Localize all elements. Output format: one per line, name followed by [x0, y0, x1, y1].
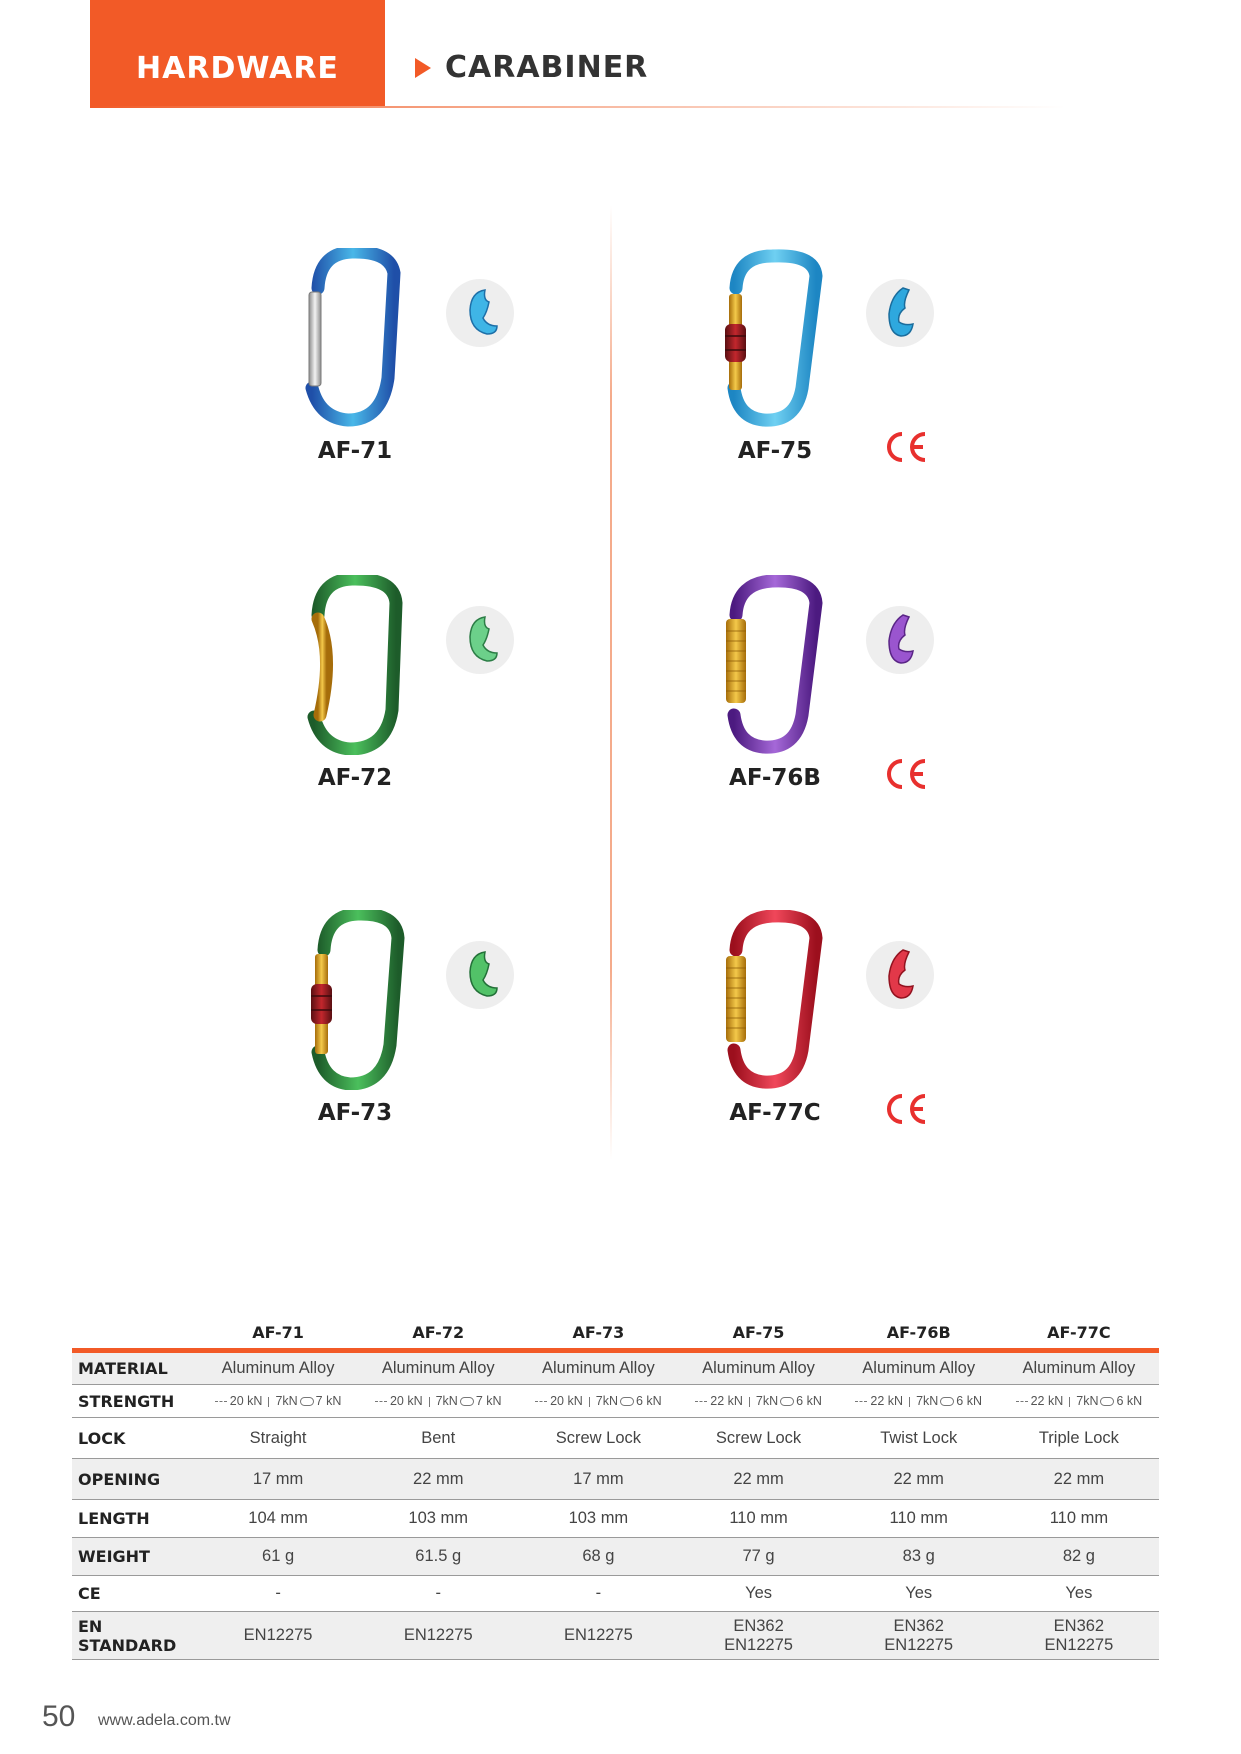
- minor-axis-icon: [1069, 1397, 1070, 1407]
- table-cell: Straight: [198, 1418, 358, 1459]
- table-row-ce: [72, 1576, 1159, 1612]
- table-cell: Aluminum Alloy: [999, 1351, 1159, 1385]
- ce-mark-icon: [885, 430, 929, 464]
- carabiner-blue-screw-lock-icon: [710, 248, 840, 428]
- carabiner-green-bent-gate-icon: [290, 575, 420, 755]
- strength-cell: 20 kN 7kN 6 kN: [518, 1385, 678, 1418]
- row-label: EN STANDARD: [72, 1612, 198, 1660]
- ce-label: CE: [885, 430, 887, 431]
- gate-profile-icon: [445, 940, 515, 1010]
- ce-label: CE: [885, 757, 887, 758]
- row-label: LENGTH: [72, 1500, 198, 1538]
- gate-open-icon: [460, 1397, 474, 1406]
- product-af-76b: [710, 575, 1030, 835]
- table-cell: 110 mm: [999, 1500, 1159, 1538]
- row-label: MATERIAL: [72, 1351, 198, 1385]
- major-axis-icon: [535, 1401, 547, 1402]
- minor-axis-icon: [909, 1397, 910, 1407]
- column-header: AF-73: [518, 1316, 678, 1351]
- category-label: HARDWARE: [136, 51, 339, 86]
- column-header: AF-76B: [839, 1316, 999, 1351]
- table-cell: Yes: [999, 1576, 1159, 1612]
- gate-open-icon: [940, 1397, 954, 1406]
- table-row-strength: [72, 1385, 1159, 1418]
- row-label: STRENGTH: [72, 1385, 198, 1418]
- carabiner-red-triple-lock-icon: [710, 910, 840, 1090]
- major-axis-icon: [695, 1401, 707, 1402]
- product-af-73: [290, 910, 610, 1170]
- table-cell: 61 g: [198, 1538, 358, 1576]
- gate-open-icon: [300, 1397, 314, 1406]
- table-cell: Screw Lock: [518, 1418, 678, 1459]
- minor-axis-icon: [749, 1397, 750, 1407]
- table-cell: -: [358, 1576, 518, 1612]
- ce-mark-icon: [885, 1092, 929, 1126]
- table-corner: [72, 1316, 198, 1351]
- gate-profile-icon: [445, 278, 515, 348]
- table-cell: EN12275: [198, 1612, 358, 1660]
- table-cell: Twist Lock: [839, 1418, 999, 1459]
- gate-open-icon: [620, 1397, 634, 1406]
- table-row-en-standard: [72, 1612, 1159, 1660]
- table-header-row: [72, 1316, 1159, 1351]
- table-cell: Aluminum Alloy: [839, 1351, 999, 1385]
- gate-profile-icon: [865, 605, 935, 675]
- table-cell: 22 mm: [839, 1459, 999, 1500]
- column-header: AF-72: [358, 1316, 518, 1351]
- table-cell: EN362 EN12275: [999, 1612, 1159, 1660]
- table-row-material: [72, 1351, 1159, 1385]
- carabiner-blue-straight-gate-icon: [290, 248, 420, 428]
- product-model: AF-75: [737, 438, 813, 464]
- table-cell: 68 g: [518, 1538, 678, 1576]
- gate-profile-icon: [865, 278, 935, 348]
- table-cell: Aluminum Alloy: [358, 1351, 518, 1385]
- major-axis-icon: [215, 1401, 227, 1402]
- table-row-opening: [72, 1459, 1159, 1500]
- product-af-75: [710, 248, 1030, 508]
- table-cell: 83 g: [839, 1538, 999, 1576]
- gate-open-icon: [1100, 1397, 1114, 1406]
- table-cell: 77 g: [678, 1538, 838, 1576]
- table-cell: Aluminum Alloy: [198, 1351, 358, 1385]
- row-label: CE: [72, 1576, 198, 1612]
- table-cell: Screw Lock: [678, 1418, 838, 1459]
- row-label: WEIGHT: [72, 1538, 198, 1576]
- table-cell: 17 mm: [518, 1459, 678, 1500]
- table-cell: 110 mm: [839, 1500, 999, 1538]
- section-title: CARABINER: [445, 50, 649, 85]
- row-label: LOCK: [72, 1418, 198, 1459]
- ce-mark-icon: [885, 757, 929, 791]
- gate-profile-icon: [445, 605, 515, 675]
- gate-open-icon: [780, 1397, 794, 1406]
- column-header: AF-75: [678, 1316, 838, 1351]
- table-cell: 22 mm: [678, 1459, 838, 1500]
- product-model: AF-71: [317, 438, 393, 464]
- product-model: AF-73: [317, 1100, 393, 1126]
- header-rule: [90, 106, 1065, 108]
- column-header: AF-71: [198, 1316, 358, 1351]
- table-cell: 22 mm: [358, 1459, 518, 1500]
- spec-table: [72, 1316, 1159, 1660]
- product-model: AF-72: [317, 765, 393, 791]
- footer-url[interactable]: www.adela.com.tw: [98, 1712, 231, 1729]
- table-cell: Bent: [358, 1418, 518, 1459]
- table-row-lock: [72, 1418, 1159, 1459]
- table-cell: -: [198, 1576, 358, 1612]
- product-model: AF-77C: [729, 1100, 821, 1126]
- table-cell: 104 mm: [198, 1500, 358, 1538]
- table-cell: Aluminum Alloy: [518, 1351, 678, 1385]
- category-tab: [90, 0, 385, 107]
- major-axis-icon: [375, 1401, 387, 1402]
- table-row-weight: [72, 1538, 1159, 1576]
- minor-axis-icon: [429, 1397, 430, 1407]
- table-cell: Aluminum Alloy: [678, 1351, 838, 1385]
- column-header: AF-77C: [999, 1316, 1159, 1351]
- table-cell: EN12275: [358, 1612, 518, 1660]
- major-axis-icon: [1016, 1401, 1028, 1402]
- table-cell: EN362 EN12275: [839, 1612, 999, 1660]
- product-model: AF-76B: [729, 765, 821, 791]
- product-af-72: [290, 575, 610, 835]
- page-number: 50: [42, 1700, 76, 1733]
- ce-label: CE: [885, 1092, 887, 1093]
- table-cell: 61.5 g: [358, 1538, 518, 1576]
- table-cell: 110 mm: [678, 1500, 838, 1538]
- table-cell: Yes: [678, 1576, 838, 1612]
- strength-cell: 20 kN 7kN 7 kN: [198, 1385, 358, 1418]
- carabiner-purple-twist-lock-icon: [710, 575, 840, 755]
- table-cell: EN362 EN12275: [678, 1612, 838, 1660]
- gate-profile-icon: [865, 940, 935, 1010]
- table-row-length: [72, 1500, 1159, 1538]
- table-cell: 17 mm: [198, 1459, 358, 1500]
- minor-axis-icon: [589, 1397, 590, 1407]
- product-af-71: [290, 248, 610, 508]
- table-cell: 82 g: [999, 1538, 1159, 1576]
- table-cell: Yes: [839, 1576, 999, 1612]
- minor-axis-icon: [268, 1397, 269, 1407]
- triangle-arrow-icon: [415, 58, 431, 78]
- strength-cell: 22 kN 7kN 6 kN: [839, 1385, 999, 1418]
- strength-cell: 22 kN 7kN 6 kN: [999, 1385, 1159, 1418]
- carabiner-green-screw-lock-icon: [290, 910, 420, 1090]
- table-cell: 22 mm: [999, 1459, 1159, 1500]
- table-cell: EN12275: [518, 1612, 678, 1660]
- table-cell: Triple Lock: [999, 1418, 1159, 1459]
- table-cell: -: [518, 1576, 678, 1612]
- table-cell: 103 mm: [518, 1500, 678, 1538]
- section-heading: [415, 50, 648, 85]
- major-axis-icon: [855, 1401, 867, 1402]
- product-af-77c: [710, 910, 1030, 1170]
- table-cell: 103 mm: [358, 1500, 518, 1538]
- strength-cell: 20 kN 7kN 7 kN: [358, 1385, 518, 1418]
- row-label: OPENING: [72, 1459, 198, 1500]
- strength-cell: 22 kN 7kN 6 kN: [678, 1385, 838, 1418]
- column-divider: [610, 205, 612, 1160]
